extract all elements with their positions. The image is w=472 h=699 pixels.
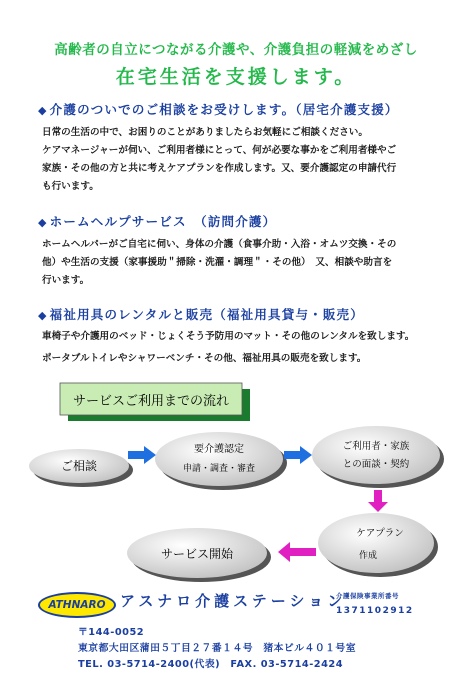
diamond-bullet-icon: ◆: [38, 104, 48, 117]
section-body-welfare-equipment: [42, 328, 462, 368]
section-heading-welfare-equipment: [38, 305, 364, 323]
postal-code: 〒144-0052: [78, 627, 145, 638]
section-heading-text: ホームヘルプサービス （訪問介護）: [49, 214, 277, 229]
flow-step-label: ケアプラン: [356, 528, 404, 539]
service-flow-diagram: [0, 375, 472, 585]
company-name: アスナロ介護ステーション: [120, 592, 347, 610]
flow-step-service-start: [127, 528, 271, 582]
section-heading-home-help: [38, 212, 276, 230]
section-heading-text: 介護のついでのご相談をお受けします。（居宅介護支援）: [49, 102, 399, 117]
flow-step-sublabel: との面談・契約: [342, 459, 410, 470]
registration-number: 1371102912: [336, 606, 414, 616]
flow-step-sublabel: 作成: [358, 551, 378, 561]
body-line: ポータブルトイレやシャワーベンチ・その他、福祉用具の販売を致します。: [42, 353, 367, 364]
section-body-care-support: [42, 124, 462, 196]
arrow-down-icon: [368, 490, 388, 512]
registration-label: 介護保険事業所番号: [336, 592, 399, 600]
body-line: も行います。: [42, 181, 99, 192]
section-body-home-help: [42, 236, 462, 290]
flow-step-interview-contract: [312, 426, 444, 488]
logo-text: ATHNARO: [48, 599, 106, 611]
contact-phone-fax: TEL. 03-5714-2400(代表) FAX. 03-5714-2424: [78, 659, 344, 670]
flow-title-box: [60, 383, 250, 421]
street-address: 東京都大田区蒲田５丁目２７番１４号 猪本ビル４０１号室: [78, 643, 357, 654]
flow-title: サービスご利用までの流れ: [72, 394, 230, 409]
flow-step-certification: [155, 432, 287, 490]
body-line: 家族・その他の方と共に考えケアプランを作成します。又、要介護認定の申請代行: [42, 163, 397, 174]
body-line: 行います。: [42, 275, 90, 286]
flow-step-label: 要介護認定: [194, 444, 244, 455]
diamond-bullet-icon: ◆: [38, 309, 48, 322]
flow-step-sublabel: 申請・調査・審査: [182, 464, 256, 474]
flow-step-care-plan: [318, 513, 438, 577]
body-line: 他）や生活の支援（家事援助＂掃除・洗濯・調理＂・その他） 又、相談や助言を: [42, 257, 393, 268]
flow-step-consultation: [29, 449, 133, 487]
section-heading-care-support: [38, 100, 399, 118]
section-heading-text: 福祉用具のレンタルと販売（福祉用具貸与・販売）: [49, 307, 364, 322]
company-logo: [38, 592, 116, 618]
arrow-right-icon: [128, 446, 156, 464]
flow-step-label: ご相談: [60, 459, 98, 473]
tagline-line-1: 高齢者の自立につながる介護や、介護負担の軽減をめざし: [54, 42, 418, 58]
flow-step-label: ご利用者・家族: [342, 441, 410, 452]
body-line: 車椅子や介護用のベッド・じょくそう予防用のマット・その他のレンタルを致します。: [42, 331, 415, 342]
arrow-left-icon: [278, 542, 316, 562]
body-line: 日常の生活の中で、お困りのことがありましたらお気軽にご相談ください。: [42, 127, 368, 138]
arrow-right-icon: [284, 446, 312, 464]
tagline-line-2: 在宅生活を支援します。: [115, 66, 357, 88]
diamond-bullet-icon: ◆: [38, 216, 48, 229]
body-line: ケアマネージャーが伺い、ご利用者様にとって、何が必要な事かをご利用者様やご: [42, 145, 397, 156]
body-line: ホームヘルパーがご自宅に伺い、身体の介護（食事介助・入浴・オムツ交換・その: [42, 239, 397, 250]
flow-step-label: サービス開始: [160, 547, 234, 561]
